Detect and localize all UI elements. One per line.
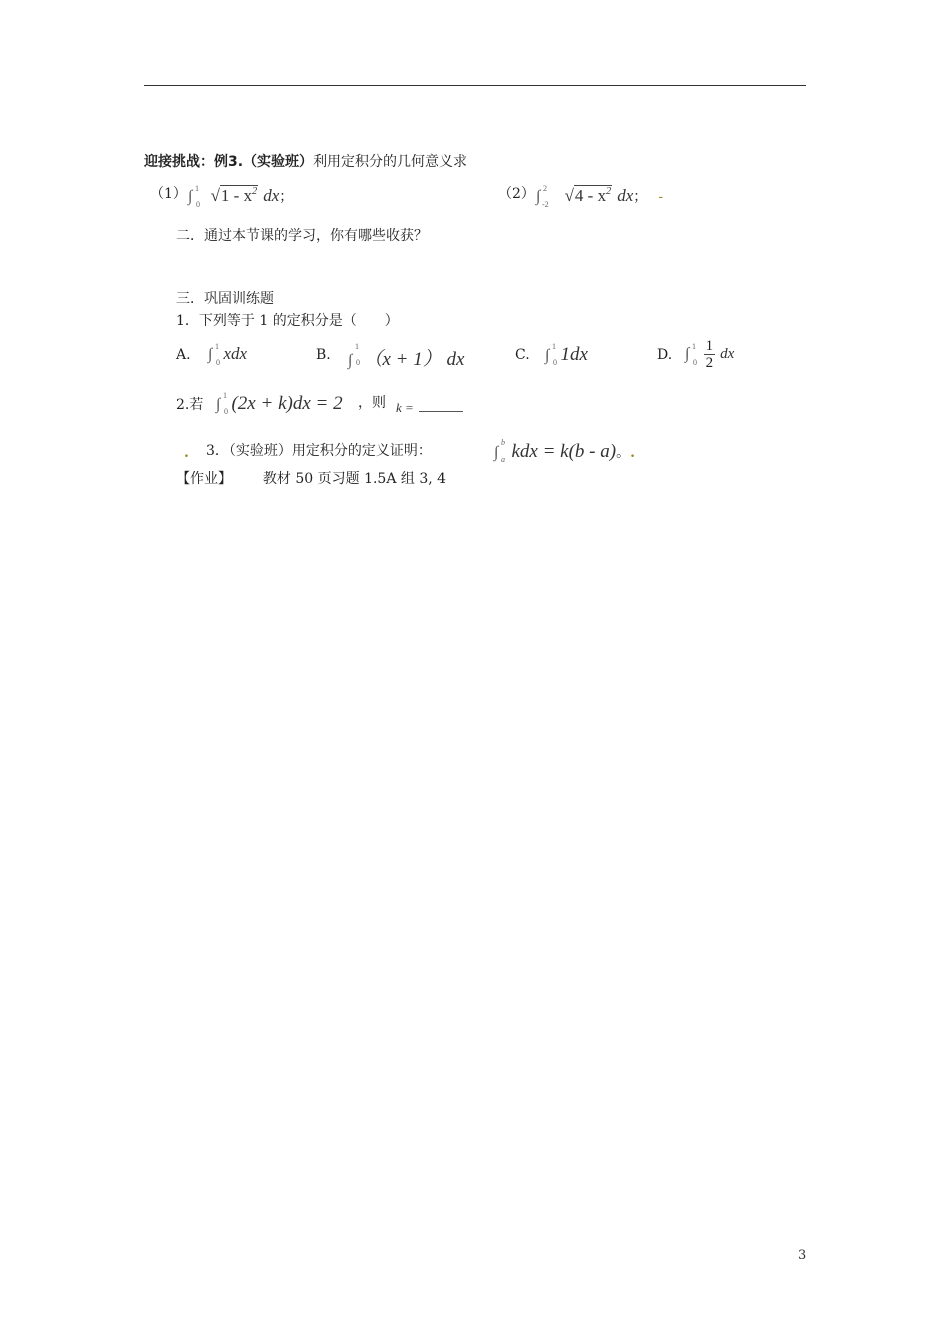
- problem1-lower: 0: [196, 200, 200, 209]
- integral-sign-icon: ∫: [494, 444, 499, 461]
- q3-mark-left: .: [184, 445, 189, 461]
- q2-mid: ，则: [358, 395, 386, 411]
- problem1-radical: $1 - x^2$: [220, 186, 258, 205]
- header-rule: [144, 85, 806, 86]
- integral-sign-icon: ∫: [216, 396, 221, 413]
- q3-line: [184, 438, 635, 470]
- integral-sign-icon: ∫: [348, 352, 353, 369]
- q2-formula: ∫ 1 0 (2x + k)dx = 2: [216, 391, 343, 416]
- q3-end: 。: [616, 445, 631, 461]
- problem1-punct: ；: [279, 189, 294, 205]
- option-c-letter: C.: [515, 347, 530, 363]
- q3-mark-right: .: [630, 445, 635, 461]
- problem1-formula: [188, 186, 293, 212]
- option-c-formula: ∫ 1 0 1dx: [545, 342, 588, 367]
- problem2-upper: 2: [543, 184, 547, 193]
- integral-sign-icon: ∫: [536, 188, 541, 205]
- integral-sign-icon: ∫: [545, 347, 550, 364]
- option-b-formula: ∫ 1 0 （x + 1） dx: [348, 342, 465, 370]
- option-a-letter: A.: [176, 347, 191, 363]
- problem2-mark: -: [658, 189, 664, 205]
- q2-prefix: 2.若: [176, 397, 204, 413]
- challenge-line: [144, 153, 467, 171]
- sqrt-sign-icon: √: [564, 186, 574, 205]
- q3-text: 3．（实验班）用定积分的定义证明：: [206, 443, 432, 459]
- option-c: [515, 342, 588, 374]
- problem2-index: （2）: [498, 186, 535, 202]
- sqrt-sign-icon: √: [210, 186, 220, 205]
- option-a-formula: ∫ 1 0 xdx: [208, 342, 248, 367]
- problem2-radical: $4 - x^2$: [574, 186, 612, 205]
- integral-sign-icon: ∫: [685, 345, 690, 363]
- problem1-dx: dx: [263, 186, 280, 205]
- q2-answer: k =: [396, 397, 463, 416]
- homework-line: [176, 470, 446, 488]
- homework-text: 教材 50 页习题 1.5A 组 3, 4: [262, 471, 447, 487]
- q2-line: [176, 391, 414, 422]
- option-b-letter: B.: [316, 347, 331, 363]
- homework-label: 【作业】: [176, 471, 232, 487]
- option-d-formula: ∫ 1 0 $\frac{1}{2}$ dx: [685, 338, 735, 371]
- q3-formula: ∫ b a kdx = k(b - a)。.: [494, 438, 635, 464]
- integral-sign-icon: ∫: [208, 346, 213, 363]
- q2-blank: [419, 399, 463, 412]
- option-d-letter: D.: [657, 347, 673, 363]
- problem1-index: （1）: [150, 186, 187, 202]
- option-a: [176, 342, 248, 374]
- section3-heading: 三．巩固训练题: [176, 291, 274, 307]
- integral-sign-icon: ∫: [188, 188, 193, 205]
- problem2-punct: ；: [633, 189, 648, 205]
- problem1-upper: 1: [195, 184, 199, 193]
- option-d-fraction: $\frac{1}{2}$: [705, 338, 714, 371]
- challenge-label: 迎接挑战：例3.（实验班）: [144, 154, 314, 170]
- q1-stem: 1．下列等于 1 的定积分是（ ）: [176, 313, 399, 329]
- option-b: [316, 342, 465, 374]
- problem2-formula: [536, 186, 663, 212]
- section2-heading: 二．通过本节课的学习，你有哪些收获？: [176, 228, 428, 244]
- option-d: [657, 338, 735, 378]
- problem2-lower: -2: [542, 200, 549, 209]
- page-number: 3: [798, 1248, 807, 1263]
- problem2-dx: dx: [617, 186, 634, 205]
- challenge-text: 利用定积分的几何意义求: [313, 154, 468, 170]
